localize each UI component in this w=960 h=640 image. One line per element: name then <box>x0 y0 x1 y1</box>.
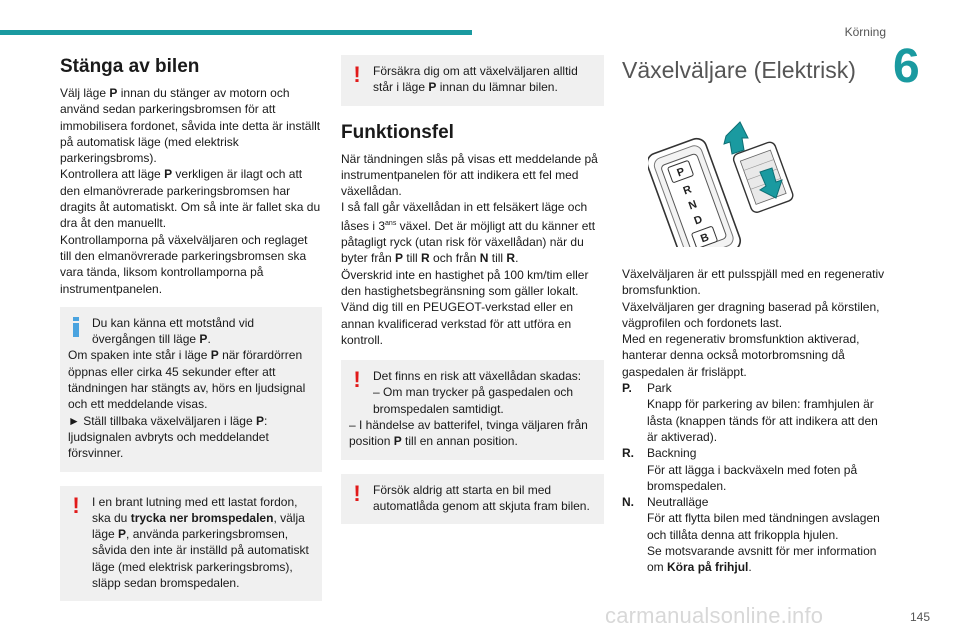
paragraph: Växelväljaren ger dragning baserad på körstilen, vägprofilen och fordonets last. <box>622 299 880 330</box>
gear-letter-d: D <box>692 213 705 228</box>
paragraph: Välj läge P innan du stänger av motorn och använd sedan parkeringsbromsen för att immobilisera fordonet, såvida inte detta är inställt på automatisk läge (med elektrisk parkeringsbroms). <box>60 86 321 166</box>
warning-icon: ! <box>353 62 361 87</box>
warning-text: I en brant lutning med ett lastat fordon, ska du trycka ner bromspedalen, välja läge P, använda parkeringsbromsen, såvida den inte är inställd på automatiskt läge (med elektrisk parkeringsbroms), släpp sedan bromspedalen. <box>92 494 309 591</box>
warning-box <box>60 486 322 602</box>
gear-letter-n: N <box>687 198 699 213</box>
info-text: Du kan känna ett motstånd vid övergången till läge P. <box>92 315 255 347</box>
warning-text: – Om man trycker på gaspedalen och bromspedalen samtidigt. <box>373 385 574 416</box>
list-key: N. <box>622 495 634 510</box>
paragraph: När tändningen slås på visas ett meddelande på instrumentpanelen för att indikera ett fel med växellådan. <box>341 151 598 199</box>
page-number: 145 <box>909 610 930 624</box>
warning-icon: ! <box>353 480 361 506</box>
heading-funktionsfel: Funktionsfel <box>341 121 454 143</box>
gear-letter-r: R <box>681 183 694 198</box>
list-item-r <box>622 445 887 494</box>
gear-position-list <box>622 380 887 576</box>
column-1 <box>60 55 322 601</box>
gear-selector-illustration <box>648 112 818 247</box>
info-text: Om spaken inte står i läge P när förardörren öppnas eller cirka 45 sekunder efter att tändningen har stängts av, hörs en ljudsignal och ett meddelande visas. <box>68 348 306 412</box>
list-key: R. <box>622 446 634 461</box>
warning-box <box>341 360 604 459</box>
warning-text: Försök aldrig att starta en bil med automatlåda genom att skjuta fram bilen. <box>373 482 590 513</box>
list-item-p <box>622 380 887 445</box>
warning-box <box>341 55 604 106</box>
info-icon <box>68 316 84 338</box>
watermark: carmanualsonline.info <box>605 603 824 628</box>
paragraph: Kontrollamporna på växelväljaren och reglaget till den elmanövrerade parkeringsbromsen ska vara tända, liksom kontrollamporna på instrumentpanelen. <box>60 232 308 296</box>
list-desc: Se motsvarande avsnitt för mer information om Köra på frihjul. <box>647 544 877 575</box>
heading-vaxelvaljare: Växelväljare (Elektrisk) <box>622 57 856 83</box>
list-item-n <box>622 494 887 575</box>
list-title: Neutralläge <box>647 495 709 510</box>
heading-stanga-av-bilen: Stänga av bilen <box>60 56 200 77</box>
gear-letter-b: B <box>699 231 711 246</box>
list-title: Backning <box>647 446 697 461</box>
paragraph: Med en regenerativ bromsfunktion aktiverad, hanterar denna också motorbromsning då gaspedalen är frisläppt. <box>622 332 860 379</box>
paragraph: Kontrollera att läge P verkligen är ilagt och att den elmanövrerade parkeringsbromsen har dragits åt automatiskt. Om så inte är fallet ska du dra åt den manuellt. <box>60 167 321 231</box>
column-3 <box>622 55 887 90</box>
paragraph: Växelväljaren är ett pulsspjäll med en regenerativ bromsfunktion. <box>622 267 885 298</box>
warning-text: Försäkra dig om att växelväljaren alltid står i läge P innan du lämnar bilen. <box>373 64 578 95</box>
warning-icon: ! <box>72 492 80 518</box>
warning-text: – I händelse av batterifel, tvinga väljaren från position P till en annan position. <box>349 418 588 449</box>
arrow-up-icon <box>724 122 748 154</box>
warning-box <box>341 474 604 525</box>
gear-letter-p: P <box>675 165 687 180</box>
info-box <box>60 307 322 472</box>
warning-text: Det finns en risk att växellådan skadas: <box>373 369 582 384</box>
column-2 <box>341 55 604 524</box>
list-key: P. <box>622 381 632 396</box>
warning-icon: ! <box>353 367 361 393</box>
column-3-text <box>622 266 887 576</box>
list-desc: För att flytta bilen med tändningen avslagen och tillåta denna att frikoppla hjulen. <box>647 511 880 542</box>
info-text: ► Ställ tillbaka växelväljaren i läge P: ljudsignalen avbryts och meddelandet försvinner. <box>68 413 269 461</box>
list-desc: För att lägga i backväxeln med foten på bromspedalen. <box>647 462 858 493</box>
section-title: Körning <box>844 25 886 39</box>
paragraph: Överskrid inte en hastighet på 100 km/tim eller den hastighetsbegränsning som gäller lokalt. Vänd dig till en PEUGEOT-verkstad eller en annan kvalificerad verkstad för att utföra en kontroll. <box>341 267 589 347</box>
chapter-number: 6 <box>893 40 920 93</box>
header-accent-bar <box>0 30 472 35</box>
paragraph: I så fall går växellådan in ett felsäkert läge och låses i $3^{ans}$ växel. Det är möjligt att du känner ett påtagligt ryck (utan risk för växellådan) när du byter från P till R och från N till R. <box>341 200 596 266</box>
list-title: Park <box>647 381 672 396</box>
text-block <box>60 85 322 297</box>
list-desc: Knapp för parkering av bilen: framhjulen är låsta (knappen tänds för att indikera att den är aktiverad). <box>647 397 878 444</box>
